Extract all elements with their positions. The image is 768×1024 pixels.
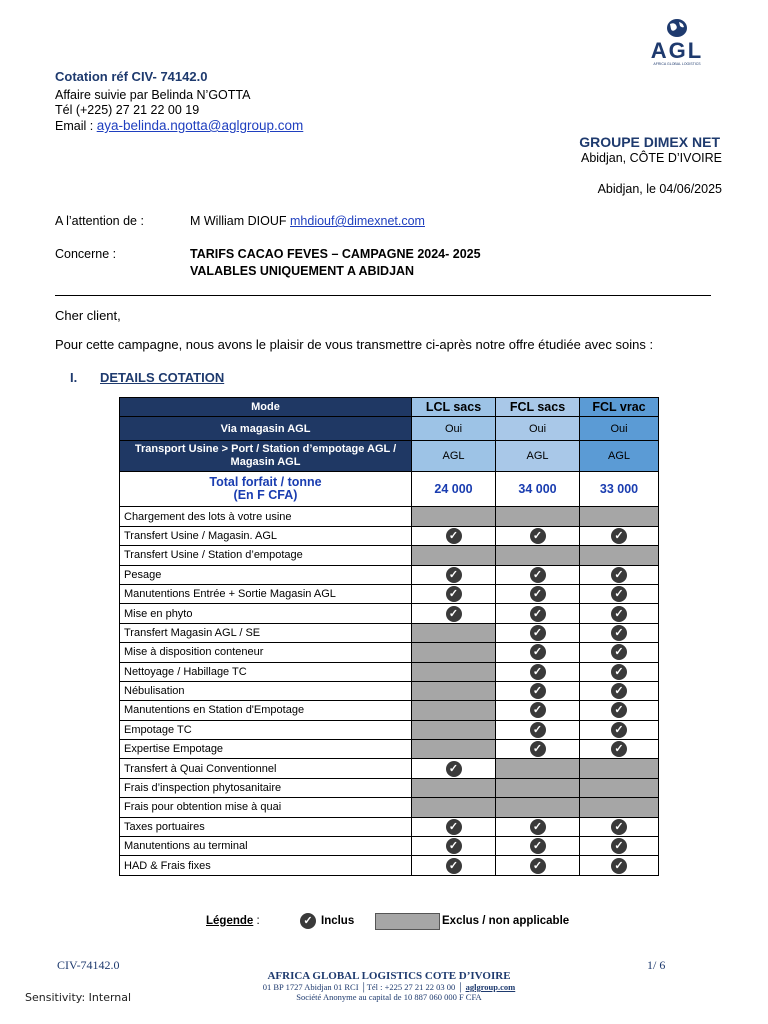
transport-fcl-vrac: AGL [580, 441, 659, 472]
excluded-cell-fcl-sacs [496, 546, 580, 565]
service-label: Expertise Empotage [120, 740, 412, 759]
footer-website-link[interactable]: aglgroup.com [465, 982, 516, 992]
service-label: Nébulisation [120, 681, 412, 700]
quote-reference: Cotation réf CIV- 74142.0 [55, 69, 208, 84]
table-row [120, 798, 659, 817]
attention-value [190, 214, 425, 228]
check-icon: ✓ [530, 722, 546, 738]
table-row [120, 740, 659, 759]
transport-lcl: AGL [412, 441, 496, 472]
check-icon: ✓ [611, 664, 627, 680]
included-cell-fcl-vrac [580, 681, 659, 700]
service-label: Manutentions Entrée + Sortie Magasin AGL [120, 584, 412, 603]
service-label: Manutentions au terminal [120, 837, 412, 856]
table-row [120, 546, 659, 565]
excluded-cell-lcl-sacs [412, 662, 496, 681]
quote-table [119, 397, 659, 876]
excluded-cell-fcl-sacs [496, 798, 580, 817]
included-cell-lcl-sacs [412, 604, 496, 623]
section-heading [70, 370, 224, 385]
table-row [120, 817, 659, 836]
service-label: Frais d’inspection phytosanitaire [120, 778, 412, 797]
excluded-cell-lcl-sacs [412, 778, 496, 797]
check-icon: ✓ [530, 625, 546, 641]
service-label: HAD & Frais fixes [120, 856, 412, 875]
customer-city: Abidjan, CÔTE D’IVOIRE [580, 151, 722, 165]
check-icon: ✓ [611, 838, 627, 854]
excluded-cell-fcl-sacs [496, 759, 580, 778]
included-cell-fcl-vrac [580, 604, 659, 623]
check-icon: ✓ [530, 683, 546, 699]
included-cell-fcl-vrac [580, 837, 659, 856]
check-icon: ✓ [611, 644, 627, 660]
concerne-label: Concerne : [55, 247, 117, 261]
included-cell-fcl-sacs [496, 701, 580, 720]
check-icon: ✓ [446, 838, 462, 854]
included-cell-fcl-vrac [580, 643, 659, 662]
via-magasin-row [120, 417, 659, 441]
total-label [120, 472, 412, 507]
check-icon: ✓ [446, 858, 462, 874]
included-cell-lcl-sacs [412, 565, 496, 584]
col-header-fcl-sacs: FCL sacs [496, 398, 580, 417]
included-cell-fcl-vrac [580, 740, 659, 759]
check-icon: ✓ [611, 625, 627, 641]
check-icon: ✓ [611, 606, 627, 622]
included-cell-fcl-vrac [580, 856, 659, 875]
service-label: Transfert Usine / Station d’empotage [120, 546, 412, 565]
footer-capital: Société Anonyme au capital de 10 887 060 000 F CFA [296, 992, 482, 1002]
check-icon: ✓ [611, 567, 627, 583]
excluded-cell-lcl-sacs [412, 720, 496, 739]
table-row [120, 623, 659, 642]
intro-text: Pour cette campagne, nous avons le plaisir de vous transmettre ci-après notre offre étudiée avec soins : [55, 337, 654, 352]
agent-email-link[interactable]: aya-belinda.ngotta@aglgroup.com [96, 118, 304, 133]
included-cell-lcl-sacs [412, 837, 496, 856]
check-icon: ✓ [530, 858, 546, 874]
check-icon: ✓ [530, 586, 546, 602]
table-row [120, 856, 659, 875]
service-label: Mise en phyto [120, 604, 412, 623]
included-cell-fcl-sacs [496, 740, 580, 759]
excluded-cell-lcl-sacs [412, 507, 496, 526]
via-magasin-label: Via magasin AGL [120, 417, 412, 441]
attention-name: M William DIOUF [190, 214, 287, 228]
legend-label-wrap [206, 915, 260, 927]
check-icon: ✓ [611, 858, 627, 874]
col-header-fcl-vrac: FCL vrac [580, 398, 659, 417]
footer-address [200, 982, 578, 992]
sensitivity-label: Sensitivity: Internal [25, 991, 132, 1004]
globe-icon [666, 18, 688, 38]
excluded-cell-lcl-sacs [412, 701, 496, 720]
service-label: Mise à disposition conteneur [120, 643, 412, 662]
table-row [120, 565, 659, 584]
greeting: Cher client, [55, 308, 121, 323]
check-icon: ✓ [611, 819, 627, 835]
included-cell-fcl-vrac [580, 817, 659, 836]
table-row [120, 643, 659, 662]
legend-grey-swatch [375, 913, 440, 930]
legend-check-icon: ✓ [300, 913, 316, 929]
excluded-cell-lcl-sacs [412, 740, 496, 759]
total-label-line1: Total forfait / tonne [209, 475, 322, 490]
service-label: Transfert Usine / Magasin. AGL [120, 526, 412, 545]
table-row [120, 681, 659, 700]
check-icon: ✓ [530, 838, 546, 854]
service-label: Manutentions en Station d'Empotage [120, 701, 412, 720]
table-row [120, 584, 659, 603]
excluded-cell-fcl-vrac [580, 507, 659, 526]
logo-wordmark: AGL [650, 38, 704, 63]
table-row [120, 604, 659, 623]
transport-fcl-sacs: AGL [496, 441, 580, 472]
section-title: DETAILS COTATION [100, 370, 225, 385]
service-label: Chargement des lots à votre usine [120, 507, 412, 526]
table-row [120, 720, 659, 739]
check-icon: ✓ [530, 644, 546, 660]
concerne-line2: VALABLES UNIQUEMENT A ABIDJAN [190, 264, 415, 278]
email-label: Email : [55, 119, 97, 133]
excluded-cell-fcl-vrac [580, 798, 659, 817]
excluded-cell-lcl-sacs [412, 681, 496, 700]
legend-included: Inclus [321, 915, 355, 927]
table-row [120, 662, 659, 681]
table-row [120, 778, 659, 797]
included-cell-fcl-vrac [580, 623, 659, 642]
total-fcl-vrac: 33 000 [580, 472, 659, 507]
check-icon: ✓ [530, 741, 546, 757]
total-lcl-sacs: 24 000 [412, 472, 496, 507]
transport-row [120, 441, 659, 472]
check-icon: ✓ [446, 761, 462, 777]
included-cell-fcl-sacs [496, 584, 580, 603]
footer-reference: CIV-74142.0 [57, 958, 120, 972]
check-icon: ✓ [530, 702, 546, 718]
agl-logo [632, 16, 722, 66]
service-label: Pesage [120, 565, 412, 584]
col-header-lcl-sacs: LCL sacs [412, 398, 496, 417]
table-row [120, 507, 659, 526]
page-number: 1/ 6 [647, 958, 666, 972]
excluded-cell-lcl-sacs [412, 623, 496, 642]
excluded-cell-lcl-sacs [412, 643, 496, 662]
concerne-line1: TARIFS CACAO FEVES – CAMPAGNE 2024- 2025 [190, 247, 481, 261]
included-cell-fcl-vrac [580, 701, 659, 720]
mode-header: Mode [120, 398, 412, 417]
included-cell-fcl-sacs [496, 817, 580, 836]
excluded-cell-lcl-sacs [412, 546, 496, 565]
service-label: Taxes portuaires [120, 817, 412, 836]
total-label-line2: (En F CFA) [233, 488, 298, 503]
phone: Tél (+225) 27 21 22 00 19 [55, 103, 200, 117]
followed-by: Affaire suivie par Belinda N’GOTTA [55, 88, 251, 102]
via-magasin-fcl-sacs: Oui [496, 417, 580, 441]
included-cell-fcl-sacs [496, 720, 580, 739]
check-icon: ✓ [611, 683, 627, 699]
included-cell-fcl-sacs [496, 643, 580, 662]
check-icon: ✓ [446, 606, 462, 622]
check-icon: ✓ [530, 528, 546, 544]
included-cell-fcl-vrac [580, 720, 659, 739]
legend-excluded: Exclus / non applicable [442, 915, 570, 927]
check-icon: ✓ [611, 528, 627, 544]
excluded-cell-lcl-sacs [412, 798, 496, 817]
table-header-row [120, 398, 659, 417]
included-cell-fcl-vrac [580, 526, 659, 545]
total-row [120, 472, 659, 507]
included-cell-fcl-sacs [496, 565, 580, 584]
included-cell-lcl-sacs [412, 759, 496, 778]
email-line [55, 118, 303, 133]
via-magasin-fcl-vrac: Oui [580, 417, 659, 441]
table-row [120, 526, 659, 545]
customer-name: GROUPE DIMEX NET [579, 134, 720, 150]
table-row [120, 759, 659, 778]
service-label: Transfert à Quai Conventionnel [120, 759, 412, 778]
included-cell-fcl-sacs [496, 623, 580, 642]
section-number: I. [70, 370, 78, 385]
check-icon: ✓ [611, 586, 627, 602]
included-cell-fcl-sacs [496, 837, 580, 856]
included-cell-fcl-sacs [496, 681, 580, 700]
included-cell-fcl-vrac [580, 565, 659, 584]
attention-label: A l’attention de : [55, 214, 144, 228]
legend-colon: : [253, 915, 260, 927]
customer-email-link[interactable]: mhdiouf@dimexnet.com [290, 214, 425, 228]
check-icon: ✓ [530, 664, 546, 680]
included-cell-fcl-vrac [580, 662, 659, 681]
check-icon: ✓ [611, 722, 627, 738]
excluded-cell-fcl-vrac [580, 759, 659, 778]
footer-address-text: 01 BP 1727 Abidjan 01 RCI │Tél : +225 27 21 22 03 00 │ [262, 982, 464, 992]
included-cell-lcl-sacs [412, 584, 496, 603]
check-icon: ✓ [446, 528, 462, 544]
divider [55, 295, 711, 296]
check-icon: ✓ [530, 567, 546, 583]
included-cell-fcl-sacs [496, 526, 580, 545]
service-label: Transfert Magasin AGL / SE [120, 623, 412, 642]
excluded-cell-fcl-vrac [580, 778, 659, 797]
excluded-cell-fcl-vrac [580, 546, 659, 565]
excluded-cell-fcl-sacs [496, 778, 580, 797]
included-cell-fcl-vrac [580, 584, 659, 603]
included-cell-lcl-sacs [412, 526, 496, 545]
table-row [120, 837, 659, 856]
check-icon: ✓ [611, 702, 627, 718]
check-icon: ✓ [446, 567, 462, 583]
logo-subtitle: AFRICA GLOBAL LOGISTICS [653, 62, 701, 66]
check-icon: ✓ [446, 586, 462, 602]
via-magasin-lcl: Oui [412, 417, 496, 441]
included-cell-lcl-sacs [412, 817, 496, 836]
check-icon: ✓ [530, 606, 546, 622]
included-cell-fcl-sacs [496, 856, 580, 875]
letter-date: Abidjan, le 04/06/2025 [597, 182, 722, 196]
table-row [120, 701, 659, 720]
check-icon: ✓ [530, 819, 546, 835]
transport-label: Transport Usine > Port / Station d’empotage AGL / Magasin AGL [120, 441, 412, 472]
total-fcl-sacs: 34 000 [496, 472, 580, 507]
footer-company-block [200, 970, 578, 1002]
check-icon: ✓ [446, 819, 462, 835]
service-label: Empotage TC [120, 720, 412, 739]
excluded-cell-fcl-sacs [496, 507, 580, 526]
included-cell-lcl-sacs [412, 856, 496, 875]
service-label: Nettoyage / Habillage TC [120, 662, 412, 681]
included-cell-fcl-sacs [496, 662, 580, 681]
check-icon: ✓ [611, 741, 627, 757]
legend-label: Légende [206, 915, 254, 927]
service-label: Frais pour obtention mise à quai [120, 798, 412, 817]
included-cell-fcl-sacs [496, 604, 580, 623]
footer-company: AFRICA GLOBAL LOGISTICS COTE D’IVOIRE [267, 970, 511, 982]
